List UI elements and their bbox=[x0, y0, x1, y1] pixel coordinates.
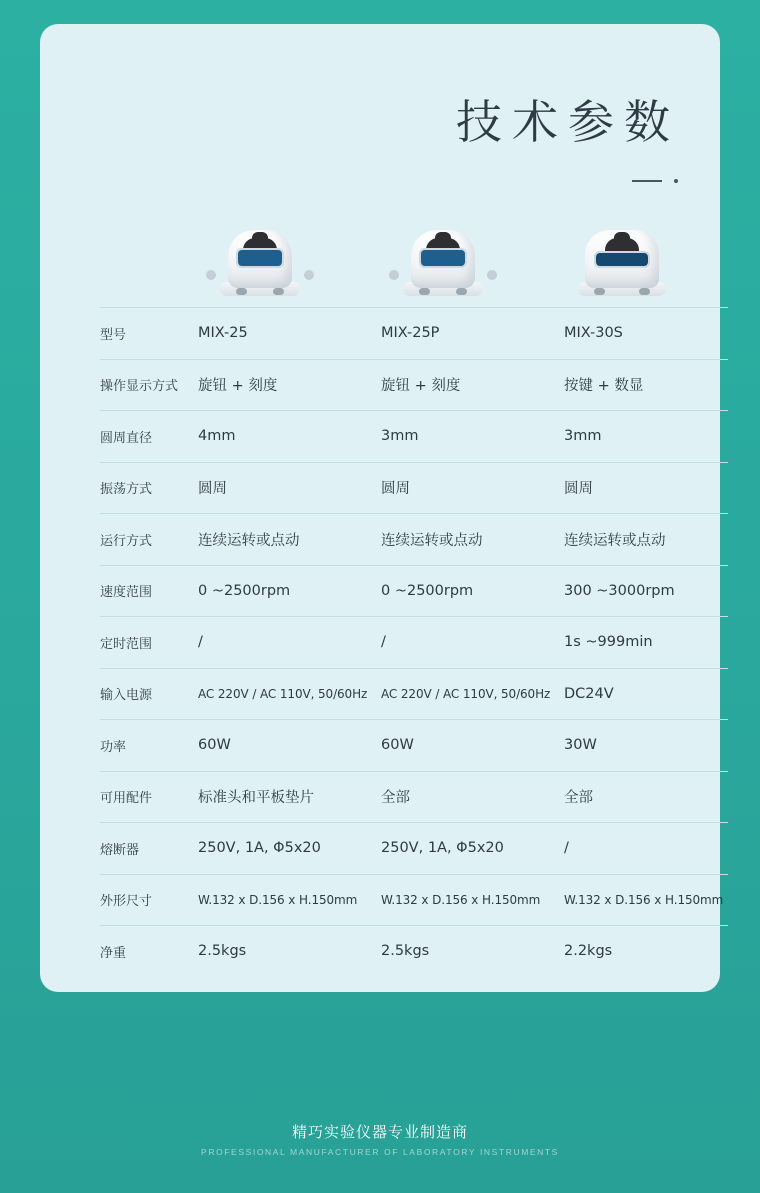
row-value-mix-25p: 旋钮 + 刻度 bbox=[381, 378, 461, 395]
device-digital-display bbox=[596, 253, 648, 266]
row-value-mix-25: AC 220V / AC 110V, 50/60Hz bbox=[198, 686, 368, 701]
row-label: 可用配件 bbox=[100, 791, 153, 807]
device-foot-right bbox=[273, 288, 284, 295]
title-underline-bar bbox=[632, 180, 662, 182]
row-value-mix-30s: 30W bbox=[564, 737, 597, 754]
row-label: 型号 bbox=[100, 327, 127, 343]
table-row bbox=[100, 360, 728, 412]
row-value-mix-25p: W.132 x D.156 x H.150mm bbox=[381, 892, 541, 907]
device-body bbox=[228, 230, 292, 288]
row-label: 净重 bbox=[100, 945, 127, 961]
device-knob-right bbox=[487, 270, 497, 280]
row-value-mix-30s: / bbox=[564, 840, 569, 857]
row-value-mix-25p: 0 ~2500rpm bbox=[381, 582, 474, 599]
row-value-mix-30s: 连续运转或点动 bbox=[564, 532, 666, 549]
row-value-mix-30s: DC24V bbox=[564, 685, 614, 702]
row-value-mix-25p: AC 220V / AC 110V, 50/60Hz bbox=[381, 686, 551, 701]
row-value-mix-30s: 300 ~3000rpm bbox=[564, 582, 675, 599]
device-knob-left bbox=[206, 270, 216, 280]
row-value-mix-30s: 1s ~999min bbox=[564, 634, 653, 651]
row-value-mix-30s: 3mm bbox=[564, 428, 602, 445]
row-label: 运行方式 bbox=[100, 533, 153, 549]
row-label: 定时范围 bbox=[100, 636, 153, 652]
table-row bbox=[100, 720, 728, 772]
row-label: 熔断器 bbox=[100, 842, 140, 858]
row-value-mix-25: 标准头和平板垫片 bbox=[198, 790, 314, 807]
device-foot-right bbox=[639, 288, 650, 295]
row-value-mix-25p: 连续运转或点动 bbox=[381, 532, 483, 549]
product-image-mix-30s bbox=[562, 190, 682, 300]
device-foot-left bbox=[594, 288, 605, 295]
row-value-mix-25p: / bbox=[381, 634, 386, 651]
row-value-mix-25: MIX-25 bbox=[198, 325, 248, 342]
page-title: 技术参数 bbox=[456, 95, 680, 149]
table-row bbox=[100, 617, 728, 669]
row-label: 振荡方式 bbox=[100, 482, 153, 498]
row-label: 速度范围 bbox=[100, 585, 153, 601]
row-value-mix-25: 旋钮 + 刻度 bbox=[198, 378, 278, 395]
table-row bbox=[100, 566, 728, 618]
row-value-mix-30s: MIX-30S bbox=[564, 325, 623, 342]
product-image-mix-25 bbox=[200, 190, 320, 300]
row-value-mix-30s: 全部 bbox=[564, 790, 593, 807]
device-foot-right bbox=[456, 288, 467, 295]
row-value-mix-25: 0 ~2500rpm bbox=[198, 582, 291, 599]
device-control-panel bbox=[238, 250, 282, 266]
table-row bbox=[100, 772, 728, 824]
device-control-panel bbox=[421, 250, 465, 266]
row-value-mix-25: 250V, 1A, Φ5x20 bbox=[198, 840, 321, 857]
row-value-mix-25: 4mm bbox=[198, 428, 236, 445]
table-row bbox=[100, 307, 728, 360]
row-value-mix-25p: 全部 bbox=[381, 790, 410, 807]
device-knob-left bbox=[389, 270, 399, 280]
row-value-mix-25p: 3mm bbox=[381, 428, 419, 445]
device-body bbox=[585, 230, 659, 288]
row-value-mix-25: 60W bbox=[198, 737, 231, 754]
table-row bbox=[100, 463, 728, 515]
device-body bbox=[411, 230, 475, 288]
table-row bbox=[100, 514, 728, 566]
row-value-mix-25: 2.5kgs bbox=[198, 943, 247, 960]
row-value-mix-25p: 250V, 1A, Φ5x20 bbox=[381, 840, 504, 857]
row-value-mix-25: 连续运转或点动 bbox=[198, 532, 300, 549]
specification-table bbox=[100, 307, 728, 977]
product-image-mix-25p bbox=[383, 190, 503, 300]
row-label: 输入电源 bbox=[100, 688, 153, 704]
row-value-mix-25p: 2.5kgs bbox=[381, 943, 430, 960]
footer bbox=[0, 1121, 760, 1157]
title-underline-dot bbox=[674, 179, 678, 183]
footer-slogan-en: PROFESSIONAL MANUFACTURER OF LABORATORY INSTRUMENTS bbox=[201, 1147, 559, 1157]
row-value-mix-25: 圆周 bbox=[198, 481, 227, 498]
row-value-mix-25p: 圆周 bbox=[381, 481, 410, 498]
row-value-mix-25p: MIX-25P bbox=[381, 325, 440, 342]
row-value-mix-30s: 按键 + 数显 bbox=[564, 378, 644, 395]
row-label: 功率 bbox=[100, 739, 127, 755]
spec-card bbox=[40, 24, 724, 992]
table-row bbox=[100, 875, 728, 927]
device-foot-left bbox=[236, 288, 247, 295]
table-row bbox=[100, 926, 728, 977]
device-foot-left bbox=[419, 288, 430, 295]
row-value-mix-30s: 2.2kgs bbox=[564, 943, 613, 960]
product-illustrations bbox=[100, 184, 720, 300]
table-row bbox=[100, 823, 728, 875]
row-label: 圆周直径 bbox=[100, 430, 153, 446]
row-value-mix-25: / bbox=[198, 634, 203, 651]
footer-slogan-cn: 精巧实验仪器专业制造商 bbox=[291, 1123, 468, 1141]
row-value-mix-25: W.132 x D.156 x H.150mm bbox=[198, 892, 358, 907]
row-label: 操作显示方式 bbox=[100, 379, 179, 395]
row-value-mix-30s: 圆周 bbox=[564, 481, 593, 498]
row-label: 外形尺寸 bbox=[100, 894, 153, 910]
table-row bbox=[100, 669, 728, 721]
table-row bbox=[100, 411, 728, 463]
row-value-mix-25p: 60W bbox=[381, 737, 414, 754]
device-knob-right bbox=[304, 270, 314, 280]
row-value-mix-30s: W.132 x D.156 x H.150mm bbox=[564, 892, 724, 907]
